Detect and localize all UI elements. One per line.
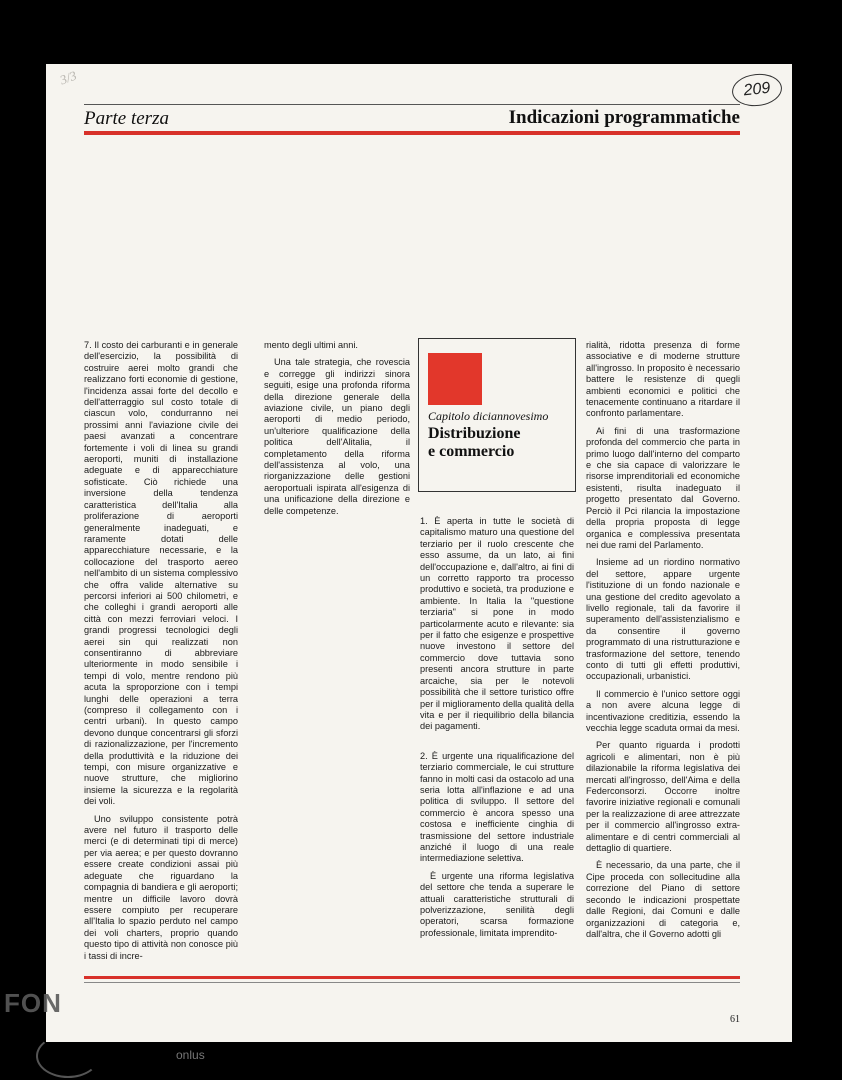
- paragraph: Una tale strategia, che rovescia e corregge gli indirizzi sinora seguiti, esige una profonda riforma della direzione generale della aviazione civile, un piano degli aeroporti di medio periodo, un'ulteriore qualificazione della politica dell'Alitalia, il completamento della riforma dell'assistenza al volo, una riorganizzazione delle gestioni aeroportuali ispirata all'esigenza di una unificazione della direzione e delle competenze.: [264, 357, 410, 516]
- paragraph: Ai fini di una trasformazione profonda del commercio che parta in primo luogo dall'interno del comparto e che sia capace di valorizzare le risorse imprenditoriali ed economiche esistenti, risulta inadeguato il progetto presentato dal Governo. Perciò il Pci rilancia la impostazione della propria proposta di legge organica e complessiva presentata nei due rami del Parlamento.: [586, 425, 740, 550]
- header-top-rule: [84, 104, 740, 105]
- paragraph: 2. È urgente una riqualificazione del terziario commerciale, le cui strutture fanno in molti casi da ostacolo ad una seria lotta all'inflazione e ad una politica di sviluppo. Il settore del commercio è ancora spesso una costosa e inefficiente cinghia di trasmissione del settore industriale anziché il luogo di una reale intermediazione selettiva.: [420, 750, 574, 864]
- footer-red-rule: [84, 976, 740, 979]
- chapter-title-line-2: e commercio: [428, 443, 515, 460]
- text-column-4: [586, 340, 740, 946]
- page-number: 61: [730, 1014, 740, 1025]
- chapter-label: Capitolo diciannovesimo: [428, 409, 549, 423]
- document-page: [46, 64, 792, 1042]
- text-column-3: [420, 516, 574, 945]
- paragraph: 1. È aperta in tutte le società di capitalismo maturo una questione del terziario per il ruolo crescente che esso assume, da un lato, ai fini dell'occupazione e, dall'altro, ai fini di un corretto rapporto tra processo produttivo e società, tra produzione e ambiente. In Italia la "questione terziaria" si pone in modo particolarmente acuto e rilevante: sia per il fatto che esigenze e prospettive nuove investono il settore del commercio dove tuttavia sono presenti ancora strutture in parte arcaiche, sia per le notevoli possibilità che il settore turistico offre per il miglioramento della qualità della vita e per il riequilibrio della bilancia dei pagamenti.: [420, 516, 574, 732]
- chapter-title-line-1: Distribuzione: [428, 425, 521, 442]
- paragraph: Uno sviluppo consistente potrà avere nel futuro il trasporto delle merci (e di determinati tipi di merce) per via aerea; e per questo dovranno essere create condizioni assai più adeguate che riguardano la compagnia di bandiera e gli aeroporti; mentre un difficile lavoro dovrà essere compiuto per recuperare all'Italia lo spazio perduto nel campo dei voli charters, proprio quando questo tipo di attività non conosce più i tassi di incre-: [84, 813, 238, 961]
- footer-rule: [84, 982, 740, 983]
- text-column-1: [84, 340, 238, 968]
- text-column-2: [264, 340, 410, 523]
- paragraph: 7. Il costo dei carburanti e in generale dell'esercizio, la possibilità di costruire aerei molto grandi che realizzano forti economie di gestione, l'incidenza assai forte del decollo e dell'atterraggio sul costo totale di ciascun volo, condurranno nei prossimi anni l'aviazione civile dei paesi avanzati a concentrare fortemente i voli di linea su grandi aeroporti, muniti di installazione adeguate e di apparecchiature sofisticate. Ciò richiede una inversione della tendenza caratteristica dell'Italia alla proliferazione di aeroporti generalmente inadeguati, e raramente dotati delle apparecchiature necessarie, e la collocazione del trasporto aereo nell'ambito di un sistema complessivo che offra valide alternative su percorsi inferiori ai 500 chilometri, e che colleghi i grandi aeroporti alle città con mezzi ferroviari veloci. I grandi progressi tecnologici degli aerei sin qui realizzati non consentiranno di abbreviare ulteriormente in modo sensibile i tempi di volo, mentre rendono più acuta la sproporzione con i tempi lunghi delle operazioni a terra (compreso il collegamento con i centri urbani). In questo campo devono dunque concentrarsi gli sforzi di razionalizzazione, per l'incremento della produttività e la riduzione dei tempi, con misure organizzative e nuove strutture, che migliorino insieme la sicurezza e la regolarità dei voli.: [84, 340, 238, 807]
- chapter-title: [428, 425, 568, 461]
- pencil-mark: 3/3: [57, 67, 79, 88]
- paragraph: È urgente una riforma legislativa del settore che tenda a superare le attuali caratteristiche strutturali di polverizzazione, senilità degli operatori, scarsa formazione professionale, limitata imprendito-: [420, 870, 574, 938]
- header-red-rule: [84, 131, 740, 135]
- paragraph: Il commercio è l'unico settore oggi a non avere alcuna legge di incentivazione creditizia, essendo la vecchia legge scaduta ormai da mesi.: [586, 688, 740, 733]
- section-title: Indicazioni programmatiche: [508, 107, 740, 128]
- red-square-ornament: [428, 353, 482, 405]
- watermark-logo: FON: [4, 988, 62, 1018]
- watermark-arc: [36, 1034, 100, 1078]
- paragraph: Insieme ad un riordino normativo del settore, appare urgente l'istituzione di un fondo nazionale e una gestione del credito agevolato a livello regionale, tali da favorire il superamento dell'assistenzialismo e da consentire il governo programmato di una ristrutturazione e trasformazione del settore, tenendo conto di tutti gli effetti produttivi, occupazionali, urbanistici.: [586, 557, 740, 682]
- paragraph: Per quanto riguarda i prodotti agricoli e alimentari, non è più dilazionabile la riforma legislativa dei mercati all'ingrosso, dell'Aima e della Federconsorzi. Occorre inoltre favorire iniziative regionali e comunali per la realizzazione di aree attrezzate per il commercio all'ingrosso extra-alimentare e di centri commerciali al dettaglio di quartiere.: [586, 740, 740, 854]
- paragraph: mento degli ultimi anni.: [264, 340, 358, 350]
- paragraph: È necessario, da una parte, che il Cipe proceda con sollecitudine alla correzione del Piano di settore secondo le indicazioni prospettate dalle Regioni, dai Comuni e dalle organizzazioni di categoria e, dall'altra, che il Governo adotti gli: [586, 860, 740, 939]
- chapter-box: [418, 338, 576, 492]
- watermark-subtitle: onlus: [176, 1048, 205, 1062]
- section-label: Parte terza: [84, 108, 169, 129]
- paragraph: rialità, ridotta presenza di forme associative e di moderne strutture all'ingrosso. In proposito è necessario battere le resistenze di quegli ambienti economici e politici che tenacemente continuano a ritardare il confronto parlamentare.: [586, 340, 740, 419]
- handwritten-page-number: 209: [730, 71, 783, 108]
